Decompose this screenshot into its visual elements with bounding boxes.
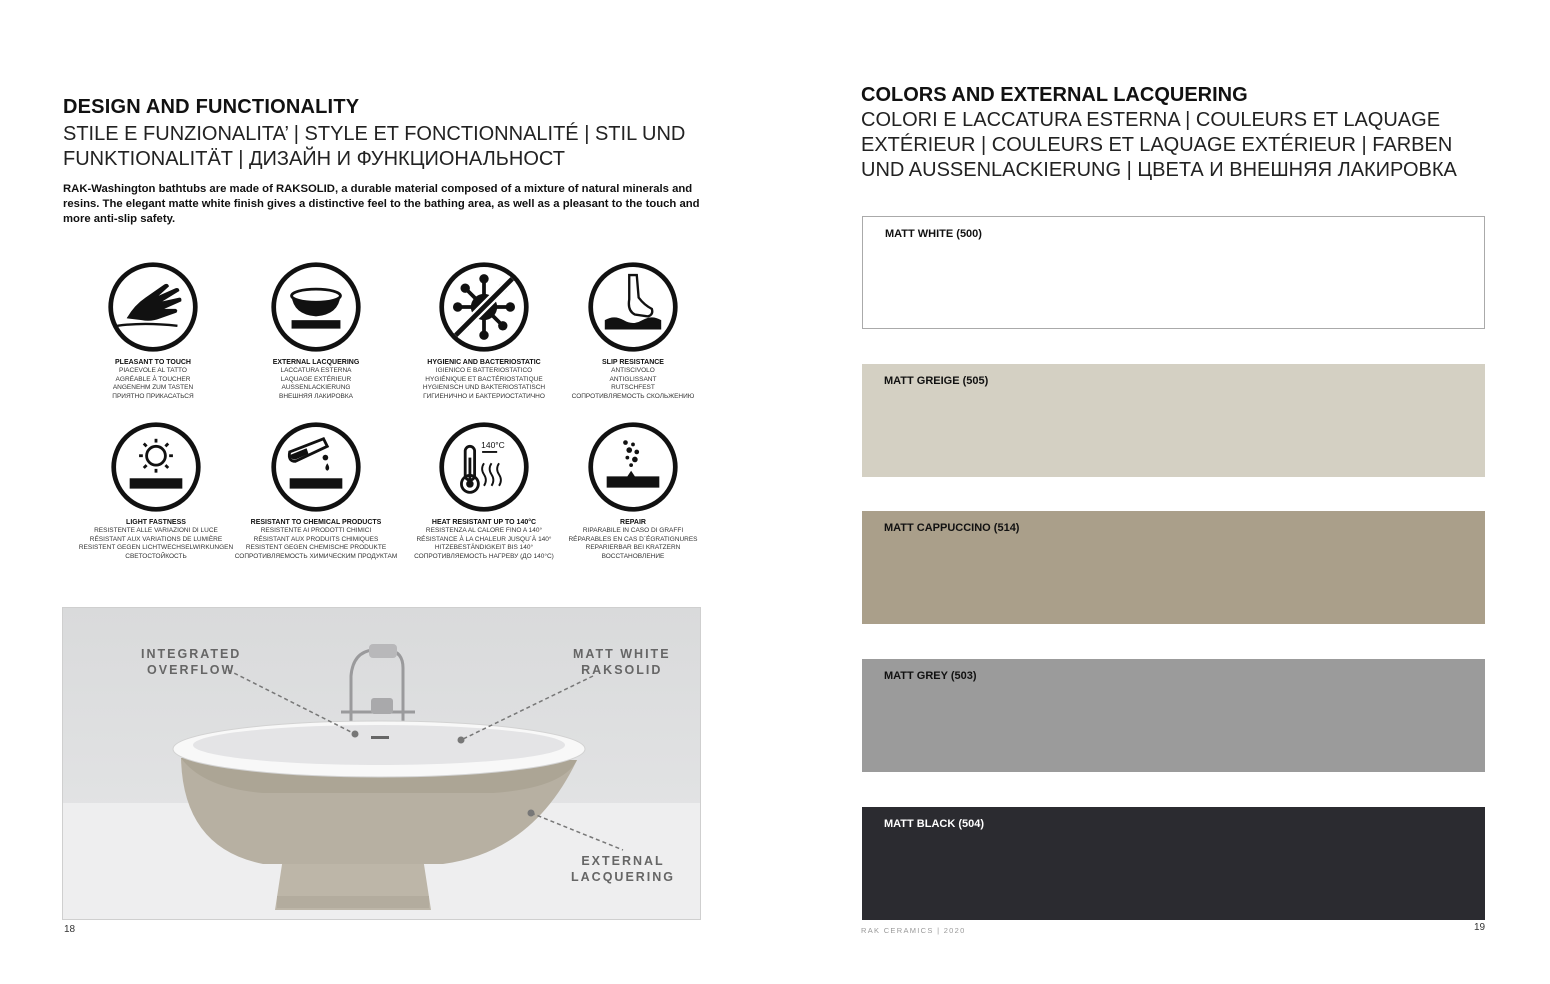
callout-matt-white-raksolid (573, 646, 671, 678)
feature-pleasant-to-touch (65, 260, 241, 401)
feature-translation: RUTSCHFEST (611, 384, 655, 392)
feature-title: RESISTANT TO CHEMICAL PRODUCTS (250, 519, 382, 526)
feature-translation: LACCATURA ESTERNA (280, 367, 352, 374)
feature-slip-resistance (545, 260, 721, 401)
feature-translation: HITZEBESTÄNDIGKEIT BIS 140° (434, 544, 534, 552)
right-subheading: COLORI E LACCATURA ESTERNA | COULEURS ET LAQUAGE EXTÉRIEUR | COULEURS ET LAQUAGE EXTÉRIEUR | FARBEN UND AUSSENLACKIERUNG | ЦВЕТА И ВНЕШНЯЯ ЛАКИРОВКА (861, 109, 1457, 181)
swatch-label: MATT CAPPUCCINO (514) (884, 522, 1020, 534)
callout-external-lacquering (571, 853, 675, 885)
feature-translation: HYGIENISCH UND BAKTERIOSTATISCH (422, 384, 546, 392)
callout-line: MATT WHITE (573, 647, 671, 661)
feature-translation: СВЕТОСТОЙКОСТЬ (125, 552, 187, 560)
feature-title: EXTERNAL LACQUERING (272, 359, 360, 366)
feature-translation: LAQUAGE EXTÉRIEUR (280, 375, 352, 383)
feature-light-fastness (68, 420, 244, 561)
callout-line: INTEGRATED (141, 647, 242, 661)
swatch-matt-greige (862, 364, 1485, 477)
sun-icon (109, 420, 203, 514)
left-subheading: STILE E FUNZIONALITA’ | STYLE ET FONCTIONNALITÉ | STIL UND FUNKTIONALITÄT | ДИЗАЙН И ФУНКЦИОНАЛЬНОСТ (63, 123, 686, 170)
foot-icon (586, 260, 680, 354)
swatch-label: MATT BLACK (504) (884, 818, 985, 830)
footer-brand: RAK CERAMICS | 2020 (861, 926, 966, 935)
feature-translation: ВОССТАНОВЛЕНИЕ (601, 552, 665, 560)
right-heading: COLORS AND EXTERNAL LACQUERING (861, 84, 1248, 106)
callout-line: RAKSOLID (581, 663, 663, 677)
feature-translation: RIPARABILE IN CASO DI GRAFFI (582, 527, 684, 534)
swatch-matt-white (862, 216, 1485, 329)
feature-translation: СОПРОТИВЛЯЕМОСТЬ НАГРЕВУ (ДО 140°C) (414, 552, 554, 560)
feature-title: HEAT RESISTANT UP TO 140°C (431, 519, 537, 526)
swatch-matt-grey (862, 659, 1485, 772)
feature-translation: RESISTENTE AI PRODOTTI CHIMICI (260, 527, 372, 534)
feature-title: HYGIENIC AND BACTERIOSTATIC (427, 359, 541, 366)
feature-translation: RÉSISTANT AUX VARIATIONS DE LUMIÈRE (89, 535, 223, 543)
feature-title: PLEASANT TO TOUCH (115, 359, 191, 366)
repair-icon (586, 420, 680, 514)
feature-translation: AGRÉABLE À TOUCHER (115, 375, 191, 383)
feature-translation: AUSSENLACKIERUNG (281, 384, 351, 392)
intro-paragraph: RAK-Washington bathtubs are made of RAKSOLID, a durable material composed of a mixture of natural minerals and resins. The elegant matte white finish gives a distinctive feel to the bathing area, as well as a pleasant to the touch and more anti-slip safety. (63, 183, 700, 225)
feature-translation: RÉPARABLES EN CAS D´ÉGRATIGNURES (568, 535, 698, 543)
test-tube-icon (269, 420, 363, 514)
no-bacteria-icon (437, 260, 531, 354)
feature-translation: IGIENICO E BATTERIOSTATICO (435, 367, 533, 374)
swatch-matt-black (862, 807, 1485, 920)
feature-title: REPAIR (620, 519, 646, 526)
feature-translation: RESISTENT GEGEN LICHTWECHSELWIRKUNGEN (78, 544, 234, 552)
feature-translation: СОПРОТИВЛЯЕМОСТЬ ХИМИЧЕСКИМ ПРОДУКТАМ (234, 552, 398, 560)
thermometer-label: 140°C (481, 440, 505, 451)
swatch-label: MATT WHITE (500) (885, 228, 982, 240)
feature-translation: PIACEVOLE AL TATTO (119, 367, 187, 374)
bathtub-photo (63, 608, 700, 919)
callout-line: OVERFLOW (147, 663, 236, 677)
feature-translation: ANTIGLISSANT (609, 375, 657, 383)
feature-translation: RÉSISTANT AUX PRODUITS CHIMIQUES (253, 535, 379, 543)
feature-title: LIGHT FASTNESS (126, 519, 186, 526)
feature-chemical-resistance (228, 420, 404, 561)
feature-title: SLIP RESISTANCE (602, 359, 664, 366)
feature-translation: ПРИЯТНО ПРИКАСАТЬСЯ (112, 392, 194, 400)
swatch-label: MATT GREIGE (505) (884, 375, 989, 387)
callout-integrated-overflow (141, 646, 241, 678)
callout-line: LACQUERING (571, 870, 676, 884)
feature-translation: ANTISCIVOLO (611, 367, 655, 374)
swatch-matt-cappuccino (862, 511, 1485, 624)
feature-translation: RÉSISTANCE À LA CHALEUR JUSQU´À 140° (416, 535, 552, 543)
feature-repair (545, 420, 721, 561)
feature-translation: REPARIERBAR BEI KRATZERN (585, 544, 681, 552)
feature-translation: RESISTENTE ALLE VARIAZIONI DI LUCE (94, 527, 218, 534)
left-heading: DESIGN AND FUNCTIONALITY (63, 96, 360, 118)
bowl-icon (269, 260, 363, 354)
page-number-left: 18 (64, 924, 76, 935)
swatch-label: MATT GREY (503) (884, 670, 977, 682)
hand-icon (106, 260, 200, 354)
feature-translation: HYGIÉNIQUE ET BACTÉRIOSTATIQUE (425, 375, 543, 383)
feature-translation: ГИГИЕНИЧНО И БАКТЕРИОСТАТИЧНО (423, 392, 545, 400)
feature-translation: ВНЕШНЯЯ ЛАКИРОВКА (279, 392, 353, 400)
feature-translation: СОПРОТИВЛЯЕМОСТЬ СКОЛЬЖЕНИЮ (571, 392, 695, 400)
thermometer-icon (437, 420, 531, 514)
feature-translation: ANGENEHM ZUM TASTEN (112, 384, 194, 392)
feature-translation: RESISTENT GEGEN CHEMISCHE PRODUKTE (245, 544, 387, 552)
page-number-right: 19 (1474, 922, 1486, 933)
feature-translation: RESISTENZA AL CALORE FINO A 140° (425, 527, 543, 534)
callout-line: EXTERNAL (581, 854, 665, 868)
feature-external-lacquering (228, 260, 404, 401)
